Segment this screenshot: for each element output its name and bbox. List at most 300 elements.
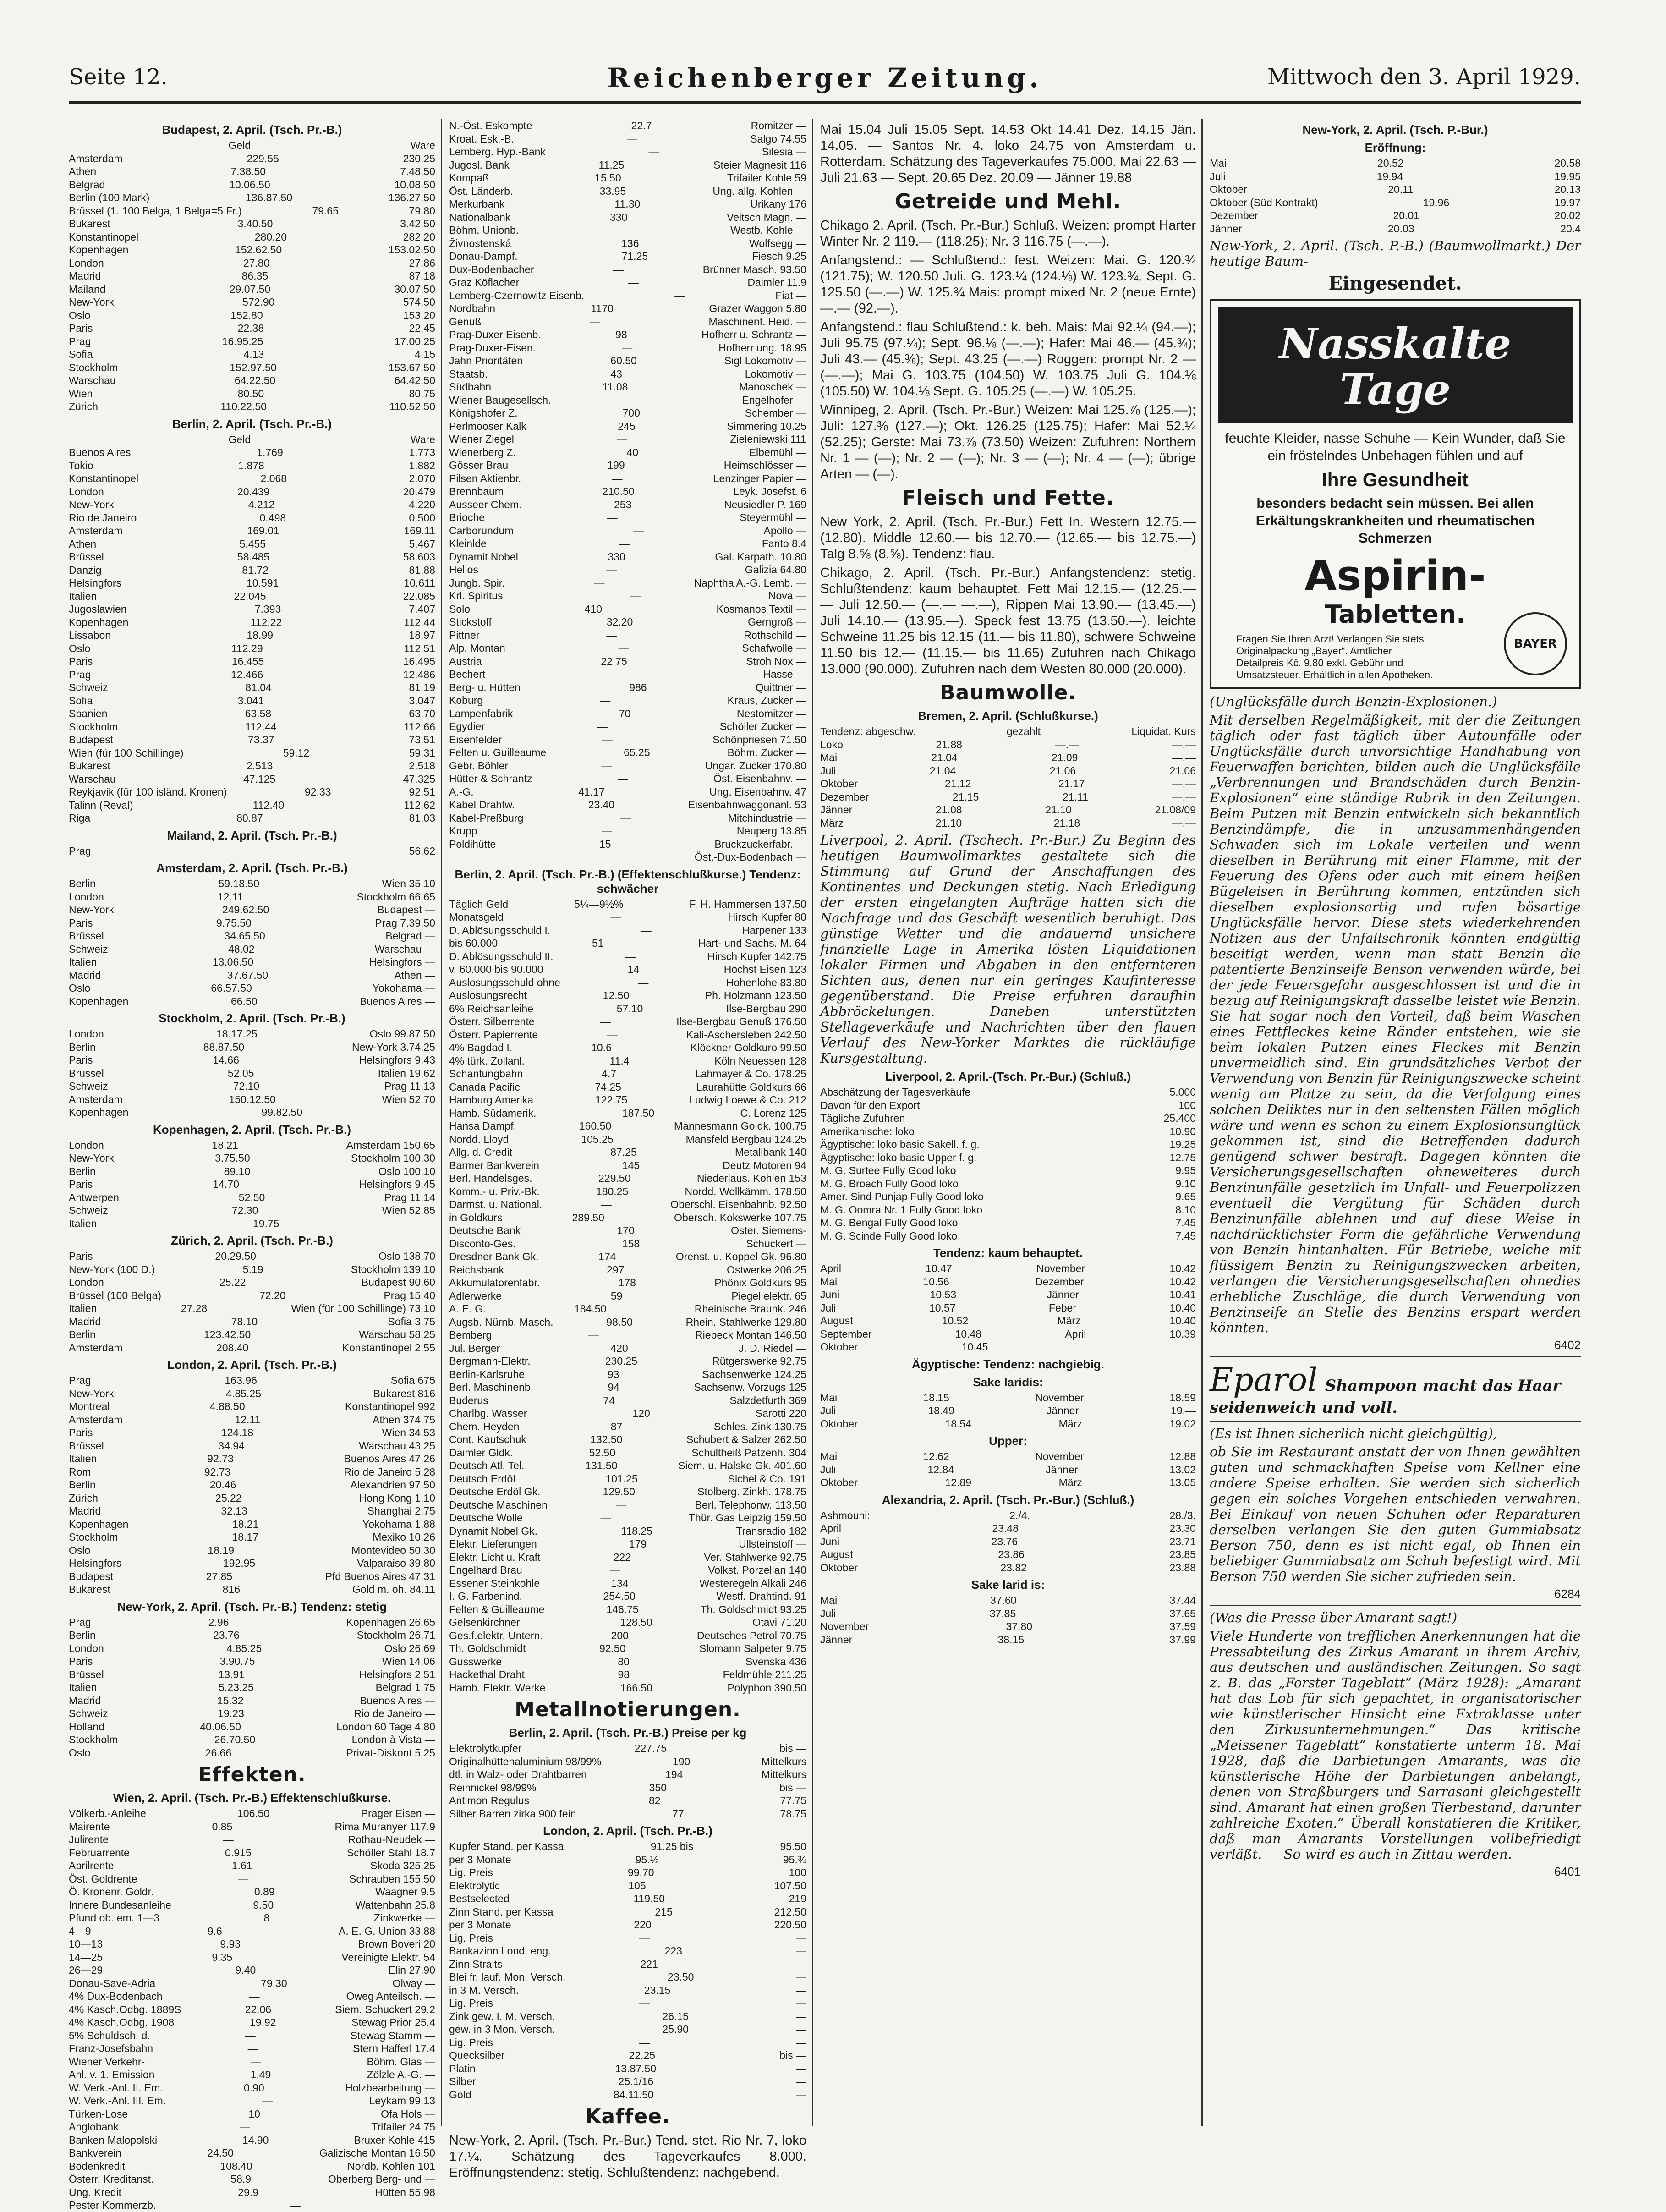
table-row: [449, 1616, 806, 1629]
eparol-logo: Eparol: [1210, 1361, 1318, 1399]
table-cell: 27.86: [409, 257, 435, 269]
table-cell: 14—25: [69, 1951, 103, 1963]
section-title: Zürich, 2. April. (Tsch. Pr.-B.): [171, 1234, 333, 1247]
table-cell: 3.047: [409, 694, 435, 707]
table-row: [69, 917, 435, 930]
table-cell: Alexandrien 97.50: [350, 1479, 435, 1491]
table-row: [449, 1958, 806, 1971]
table-cell: 8.10: [1175, 1203, 1196, 1216]
table-row: [449, 812, 806, 825]
table-cell: Hart- und Sachs. M. 64: [698, 937, 806, 949]
table-cell: Deutsche Maschinen: [449, 1498, 548, 1511]
table-row: [1210, 222, 1581, 236]
table-cell: 18.17: [232, 1531, 259, 1543]
table-row: [449, 1407, 806, 1420]
table-cell: Schantungbahn: [449, 1068, 523, 1080]
table-cell: Nestomitzer —: [736, 707, 806, 719]
table-cell: Prag: [69, 1374, 91, 1386]
table-cell: Quecksilber: [449, 2049, 505, 2061]
table-cell: Darmst. u. National.: [449, 1198, 543, 1210]
table-cell: Oktober (Süd Kontrakt): [1210, 196, 1318, 209]
table-cell: Stewag Prior 25.4: [351, 2016, 435, 2028]
table-cell: Antimon Regulus: [449, 1795, 530, 1806]
article-text: Viele Hunderte von trefflichen Anerkennungen hat die Pressabteilung des Zirkus Amarant in ihrem Archiv, aus deutschen und ausländischen Zeitungen. So sagt z. B. das „Forster Tageblatt“ (März 1928): „Amarant hat das Lob für sich gepachtet, in organisatorischer wie künstlerischer Hinsicht eine Extraklasse unter den Zirkusunternehmungen.“ Das kritische „Meissener Tageblatt“ konstatierte unterm 18. Mai 1928, daß die Darbietungen Amarants, was die künstlerische Höhe der Darbietungen anbelangt, denen von Straßburgers und Sarrasani gleichgestellt sind. Amarant hat einen großen Tierbestand, darunter zahlreiche Exoten.“ Überall konstatieren die Kritiker, daß man Amarants Vorstellungen vollbefriedigt verläßt. — So wird es auch in Zittau werden.: [1210, 1628, 1581, 1862]
table-cell: Zinn Straits: [449, 1958, 503, 1970]
table-cell: 3.40.50: [237, 218, 273, 230]
table-row: [69, 1400, 435, 1413]
table-cell: M. G. Bengal Fully Good loko: [820, 1217, 958, 1229]
table-cell: Juli: [820, 1301, 836, 1314]
table-row: [69, 1820, 435, 1833]
table-cell: Wien 14.06: [382, 1655, 435, 1667]
column-divider: [441, 119, 442, 2126]
table-cell: Poldihütte: [449, 838, 496, 850]
table-row: [449, 198, 806, 211]
table-cell: 77: [672, 1807, 684, 1820]
table-row: [449, 1355, 806, 1368]
table-row: [449, 1577, 806, 1590]
table-row: [449, 524, 806, 538]
table-cell: 4.13: [243, 348, 264, 360]
table-cell: Innere Bundesanleihe: [69, 1899, 171, 1911]
table-cell: 11.08: [602, 381, 628, 393]
table-cell: 7.45: [1175, 1217, 1196, 1229]
table-cell: Jänner: [1047, 1289, 1079, 1301]
table-cell: —: [641, 394, 652, 406]
table-cell: 21.08/09: [1155, 804, 1196, 816]
table-row: [449, 911, 806, 924]
table-row: [69, 257, 435, 270]
table-cell: Öst.-Dux-Bodenbach —: [694, 851, 806, 863]
table-cell: 66.57.50: [211, 982, 252, 994]
table-cell: Wattenbahn 25.8: [355, 1899, 435, 1911]
table-cell: März: [1058, 1476, 1082, 1488]
table-cell: Berlin: [69, 1041, 96, 1053]
table-row: [449, 1781, 806, 1795]
table-cell: Elin 27.90: [388, 1964, 435, 1976]
table-row: [449, 2023, 806, 2036]
table-row: [449, 1655, 806, 1669]
table-cell: 12.11: [235, 1413, 261, 1426]
table-cell: Grazer Waggon 5.80: [709, 302, 806, 314]
table-cell: Brown Boveri 20: [358, 1938, 435, 1950]
table-cell: 10.47: [926, 1262, 952, 1274]
table-cell: Romitzer —: [751, 120, 806, 132]
table-row: [69, 642, 435, 655]
table-cell: —: [795, 1945, 806, 1957]
table-row: [449, 433, 806, 446]
table-row: [820, 1314, 1196, 1328]
table-row: [69, 1165, 435, 1178]
table-row: [449, 576, 806, 590]
table-cell: —: [606, 629, 617, 641]
table-cell: 92.73: [207, 1453, 234, 1465]
table-cell: Ö. Kronenr. Goldr.: [69, 1886, 154, 1898]
table-cell: 58.9: [230, 2173, 252, 2185]
table-cell: Zürich: [69, 401, 98, 412]
table-cell: Köln Neuessen 128: [714, 1054, 806, 1067]
table-cell: 74.25: [595, 1081, 621, 1093]
table-cell: Egydier: [449, 720, 485, 732]
table-cell: 79.80: [409, 204, 435, 217]
table-row: [69, 1846, 435, 1860]
table-row: [69, 550, 435, 564]
table-cell: 19.92: [249, 2016, 276, 2028]
table-cell: Wien 52.70: [382, 1093, 435, 1105]
table-cell: Wien: [69, 387, 93, 400]
table-cell: 37.85: [989, 1607, 1016, 1619]
table-cell: November: [1035, 1450, 1084, 1462]
table-cell: Berlin: [69, 878, 96, 889]
table-cell: 816: [222, 1583, 240, 1595]
table-cell: Rio de Janeiro —: [354, 1707, 435, 1719]
section-title: New-York, 2. April. (Tsch. P.-Bur.): [1302, 123, 1488, 137]
table-cell: 112.62: [404, 799, 435, 811]
table-row: [449, 289, 806, 302]
table-cell: Stockholm: [69, 361, 118, 373]
table-header-cell: Tendenz: abgeschw.: [820, 725, 916, 737]
table-cell: Prag 15.40: [384, 1289, 435, 1301]
table-cell: Paris: [69, 1178, 93, 1190]
table-row: [69, 1885, 435, 1899]
table-cell: 187.50: [622, 1107, 655, 1119]
table-row: [449, 1932, 806, 1945]
table-cell: 0.498: [259, 511, 286, 524]
table-row: [1210, 157, 1581, 170]
table-cell: 27.85: [206, 1570, 233, 1582]
table-cell: Konstantinopel: [69, 472, 139, 484]
table-row: [69, 2068, 435, 2081]
table-cell: Cont. Kautschuk: [449, 1433, 526, 1445]
table-cell: Steyermühl —: [740, 511, 806, 523]
paragraph: Mai 15.04 Juli 15.05 Sept. 14.53 Okt 14.41 Dez. 14.15 Jän. 14.05. — Santos Nr. 4. loko 24.75 von Amsterdam u. Rotterdam. Schätzung des Tageverkaufes 75.000. Mai 22.63 — Juli 21.63 — Sept. 20.65 Dez. 20.09 — Jänner 19.88: [820, 122, 1196, 185]
table-row: [449, 1807, 806, 1821]
table-row: [449, 1041, 806, 1054]
table-cell: 152.62.50: [235, 244, 282, 256]
table-row: [69, 2108, 435, 2121]
table-row: [69, 733, 435, 746]
table-cell: Montevideo 50.30: [351, 1544, 435, 1556]
table-cell: Oslo: [69, 1544, 91, 1556]
table-cell: Antwerpen: [69, 1191, 119, 1203]
table-cell: 59.18.50: [218, 878, 259, 889]
table-row: [69, 361, 435, 374]
table-row: [69, 165, 435, 178]
table-row: [69, 1178, 435, 1191]
table-cell: 57.10: [616, 1002, 643, 1015]
table-cell: Engelhofer —: [742, 394, 806, 406]
ad-brand: Aspirin-: [1304, 552, 1486, 600]
table-row: [449, 394, 806, 407]
table-cell: 5.000: [1169, 1086, 1196, 1098]
table-cell: Juli: [820, 1607, 836, 1619]
table-cell: Stockholm 66.65: [356, 890, 435, 903]
table-row: [69, 746, 435, 760]
table-cell: 200: [611, 1629, 629, 1641]
table-row: [69, 1054, 435, 1067]
table-cell: Hütten 55.98: [375, 2186, 435, 2198]
table-cell: Athen 374.75: [373, 1413, 435, 1426]
table-row: [449, 563, 806, 576]
table-cell: 23.40: [588, 799, 615, 811]
table-cell: —: [602, 733, 613, 746]
table-cell: Brüssel (100 Belga): [69, 1289, 161, 1301]
table-row: [69, 903, 435, 917]
table-cell: 112.44: [404, 616, 435, 628]
table-cell: 112.22: [250, 616, 282, 628]
table-cell: Fiat —: [775, 289, 806, 302]
table-cell: 18.49: [928, 1405, 954, 1416]
table-cell: Oktober: [820, 1417, 858, 1430]
table-row: [69, 2173, 435, 2186]
table-cell: Talinn (Reval): [69, 799, 133, 811]
table-cell: 253: [614, 498, 632, 510]
table-row: [449, 1054, 806, 1068]
table-cell: Dezember: [820, 790, 869, 803]
table-row: [69, 759, 435, 773]
table-cell: Gusswerke: [449, 1655, 502, 1668]
table-cell: 40.06.50: [200, 1720, 241, 1733]
table-cell: Rio de Janeiro 5.28: [344, 1466, 435, 1478]
table-cell: 72.20: [259, 1289, 286, 1301]
table-cell: Kupfer Stand. per Kassa: [449, 1840, 564, 1852]
table-cell: N.-Öst. Eskompte: [449, 120, 532, 132]
table-cell: April: [1065, 1328, 1086, 1340]
table-row: [69, 629, 435, 642]
table-cell: M. G. Broach Fully Good loko: [820, 1177, 959, 1190]
table-cell: 19.02: [1169, 1417, 1196, 1430]
table-cell: 92.51: [409, 786, 435, 798]
table-cell: —: [600, 1512, 611, 1524]
table-cell: London: [69, 257, 104, 269]
table-cell: 87.25: [610, 1146, 637, 1158]
table-cell: 79.30: [261, 1977, 287, 1989]
table-cell: 10.40: [1169, 1301, 1196, 1314]
table-cell: Helsingfors 9.43: [359, 1054, 435, 1066]
table-row: [449, 1420, 806, 1433]
table-row: [69, 694, 435, 708]
table-cell: 59.31: [409, 746, 435, 759]
table-row: [449, 1015, 806, 1028]
table-cell: 152.80: [230, 309, 263, 321]
table-cell: Felten u. Guilleaume: [449, 746, 547, 758]
table-row: [69, 2081, 435, 2095]
table-cell: Stickstoff: [449, 616, 492, 628]
table-row: [449, 694, 806, 707]
table-cell: Gold: [449, 2088, 471, 2101]
table-row: [820, 1086, 1196, 1099]
table-cell: 99.70: [627, 1866, 654, 1878]
table-cell: —: [795, 2010, 806, 2022]
aspirin-advertisement: [1210, 299, 1581, 689]
table-row: [69, 1152, 435, 1165]
table-row: [820, 738, 1196, 752]
table-row: [449, 772, 806, 785]
table-cell: 22.7: [631, 120, 652, 132]
table-cell: 9.10: [1175, 1177, 1196, 1190]
table-cell: 4% Dux-Bodenbach: [69, 1990, 163, 2002]
table-row: [449, 1768, 806, 1781]
table-cell: London: [69, 890, 104, 903]
table-cell: Paris: [69, 1054, 93, 1066]
table-row: [449, 785, 806, 799]
table-row: [449, 1755, 806, 1768]
table-cell: 9.50: [253, 1899, 274, 1911]
table-cell: Ludwig Loewe & Co. 212: [689, 1094, 806, 1106]
table-cell: 100: [789, 1866, 806, 1878]
table-cell: Ung. Kredit: [69, 2186, 122, 2198]
table-row: [69, 1276, 435, 1289]
table-cell: Tokio: [69, 459, 93, 472]
table-cell: 4% Kasch.Odbg. 1908: [69, 2016, 175, 2028]
table-row: [449, 145, 806, 159]
table-cell: 88.87.50: [203, 1041, 245, 1053]
table-cell: Bruckzuckerfabr. —: [714, 838, 806, 850]
table-cell: —: [262, 2095, 273, 2107]
table-cell: —: [796, 1984, 806, 1996]
section-title: Berlin, 2. April. (Tsch. Pr.-B.): [172, 417, 332, 431]
table-cell: Brüssel: [69, 1067, 104, 1079]
table-cell: Prag: [69, 335, 91, 347]
table-cell: Niederlaus. Kohlen 153: [696, 1172, 806, 1184]
table-cell: Svenska 436: [745, 1655, 806, 1668]
column-cotton-ads: [1210, 119, 1581, 2126]
table-cell: Amer. Sind Punjap Fully Good loko: [820, 1191, 984, 1202]
table-cell: Buderus: [449, 1394, 488, 1406]
table-cell: —: [625, 950, 636, 962]
section-title: Berlin, 2. April. (Tsch. Pr.-B.) Preise per kg: [509, 1726, 747, 1740]
table-cell: Kabel Drahtw.: [449, 799, 515, 811]
paragraph: New-York, 2. April. (Tsch. Pr.-Bur.) Tend. stet. Rio Nr. 7, loko 17.¼. Schätzung des Tageverkaufes 8.000. Eröffnungstendenz: stetig. Schlußtendenz: nachgebend.: [449, 2133, 806, 2180]
table-row: [449, 237, 806, 250]
table-cell: Rio de Janeiro: [69, 511, 137, 524]
table-cell: Oslo 26.69: [384, 1642, 435, 1654]
section-heading: Baumwolle.: [940, 681, 1076, 704]
table-cell: Oslo 99.87.50: [369, 1028, 435, 1040]
table-cell: Bankazinn Lond. eng.: [449, 1945, 551, 1957]
table-cell: Stockholm: [69, 1734, 118, 1745]
table-cell: Auslosungsschuld ohne: [449, 976, 560, 988]
table-row: [449, 1198, 806, 1211]
table-cell: 9.65: [1175, 1191, 1196, 1202]
table-cell: 420: [610, 1342, 628, 1354]
table-cell: Jungb. Spir.: [449, 576, 505, 589]
table-cell: Heimschlösser —: [723, 459, 806, 471]
table-row: [69, 564, 435, 577]
table-cell: Skoda 325.25: [370, 1860, 435, 1872]
table-cell: Oslo: [69, 1746, 91, 1759]
table-cell: W. Verk.-Anl. II. Em.: [69, 2081, 163, 2094]
table-cell: New-York: [69, 296, 114, 308]
table-cell: 1.878: [238, 459, 264, 472]
table-row: [69, 217, 435, 231]
table-cell: 2.068: [260, 472, 287, 484]
table-cell: Polyphon 390.50: [727, 1681, 806, 1694]
table-row: [449, 950, 806, 963]
table-cell: Öst. Goldrente: [69, 1872, 137, 1885]
table-cell: 178: [618, 1277, 636, 1289]
table-cell: 112.51: [404, 642, 435, 654]
table-cell: 120: [632, 1407, 650, 1419]
table-cell: 212.50: [774, 1905, 806, 1918]
table-row: [449, 1525, 806, 1538]
table-cell: Oberschl. Eisenbahnb. 92.50: [670, 1198, 806, 1210]
table-row: [449, 185, 806, 198]
table-cell: Stockholm: [69, 720, 118, 733]
table-cell: 21.08: [936, 804, 962, 816]
table-cell: Deutsch Erdöl: [449, 1472, 515, 1485]
table-cell: Lampenfabrik: [449, 707, 513, 719]
table-cell: Oktober: [1210, 183, 1247, 195]
section-title: Kopenhagen, 2. April. (Tsch. Pr.-B.): [153, 1122, 351, 1136]
table-cell: Carborundum: [449, 524, 514, 537]
table-row: [449, 1866, 806, 1879]
table-cell: 91.25 bis: [650, 1840, 694, 1852]
table-cell: Banken Malopolski: [69, 2134, 158, 2146]
table-row: [69, 1642, 435, 1655]
table-cell: Montreal: [69, 1400, 110, 1412]
table-row: [449, 1984, 806, 1997]
table-cell: Bergmann-Elektr.: [449, 1355, 531, 1367]
section-heading: Kaffee.: [585, 2105, 670, 2128]
table-cell: 20.58: [1554, 157, 1581, 169]
table-row: [69, 681, 435, 694]
table-cell: New-York: [69, 1152, 114, 1164]
table-cell: 16.455: [231, 655, 264, 667]
table-cell: 10.42: [1169, 1275, 1196, 1288]
table-cell: New-York (100 D.): [69, 1263, 155, 1275]
table-cell: Akkumulatorenfabr.: [449, 1277, 540, 1289]
table-cell: 330: [608, 550, 625, 563]
table-cell: 38.15: [997, 1633, 1025, 1646]
table-row: [69, 459, 435, 472]
table-cell: Bechert: [449, 668, 486, 680]
table-row: [449, 838, 806, 851]
table-cell: Mansfeld Bergbau 124.25: [685, 1133, 806, 1145]
table-cell: 26—29: [69, 1964, 103, 1976]
table-cell: 37.80: [1006, 1620, 1033, 1632]
table-row: [69, 799, 435, 812]
table-cell: Konstantinopel: [69, 231, 139, 243]
newspaper-title: Reichenberger Zeitung.: [607, 62, 1042, 93]
table-cell: Wien 35.10: [382, 878, 435, 889]
table-cell: 81.03: [409, 812, 435, 824]
table-row: [69, 773, 435, 786]
table-cell: —: [239, 2121, 250, 2133]
table-row: [820, 1476, 1196, 1489]
table-cell: Prag-Duxer Eisenb.: [449, 329, 541, 340]
table-row: [449, 1879, 806, 1893]
table-cell: November: [1035, 1391, 1084, 1404]
table-header-cell: Geld: [228, 433, 251, 445]
table-row: [69, 845, 435, 858]
table-row: [69, 1067, 435, 1080]
table-cell: 40: [626, 446, 639, 458]
table-cell: Sofia: [69, 348, 93, 360]
table-row: [449, 328, 806, 341]
table-cell: 131.50: [585, 1460, 618, 1471]
table-row: [449, 1944, 806, 1958]
table-cell: Brennbaum: [449, 485, 504, 497]
table-cell: Belgrad 1.75: [375, 1681, 435, 1693]
table-cell: Gal. Karpath. 10.80: [715, 550, 806, 563]
table-cell: dtl. in Walz- oder Drahtbarren: [449, 1768, 587, 1780]
table-cell: 227.75: [634, 1742, 667, 1754]
table-cell: Mitchindustrie —: [728, 812, 806, 824]
table-cell: Schweiz: [69, 1707, 108, 1719]
table-cell: Allg. d. Credit: [449, 1146, 513, 1158]
table-cell: F. H. Hammersen 137.50: [689, 898, 806, 910]
